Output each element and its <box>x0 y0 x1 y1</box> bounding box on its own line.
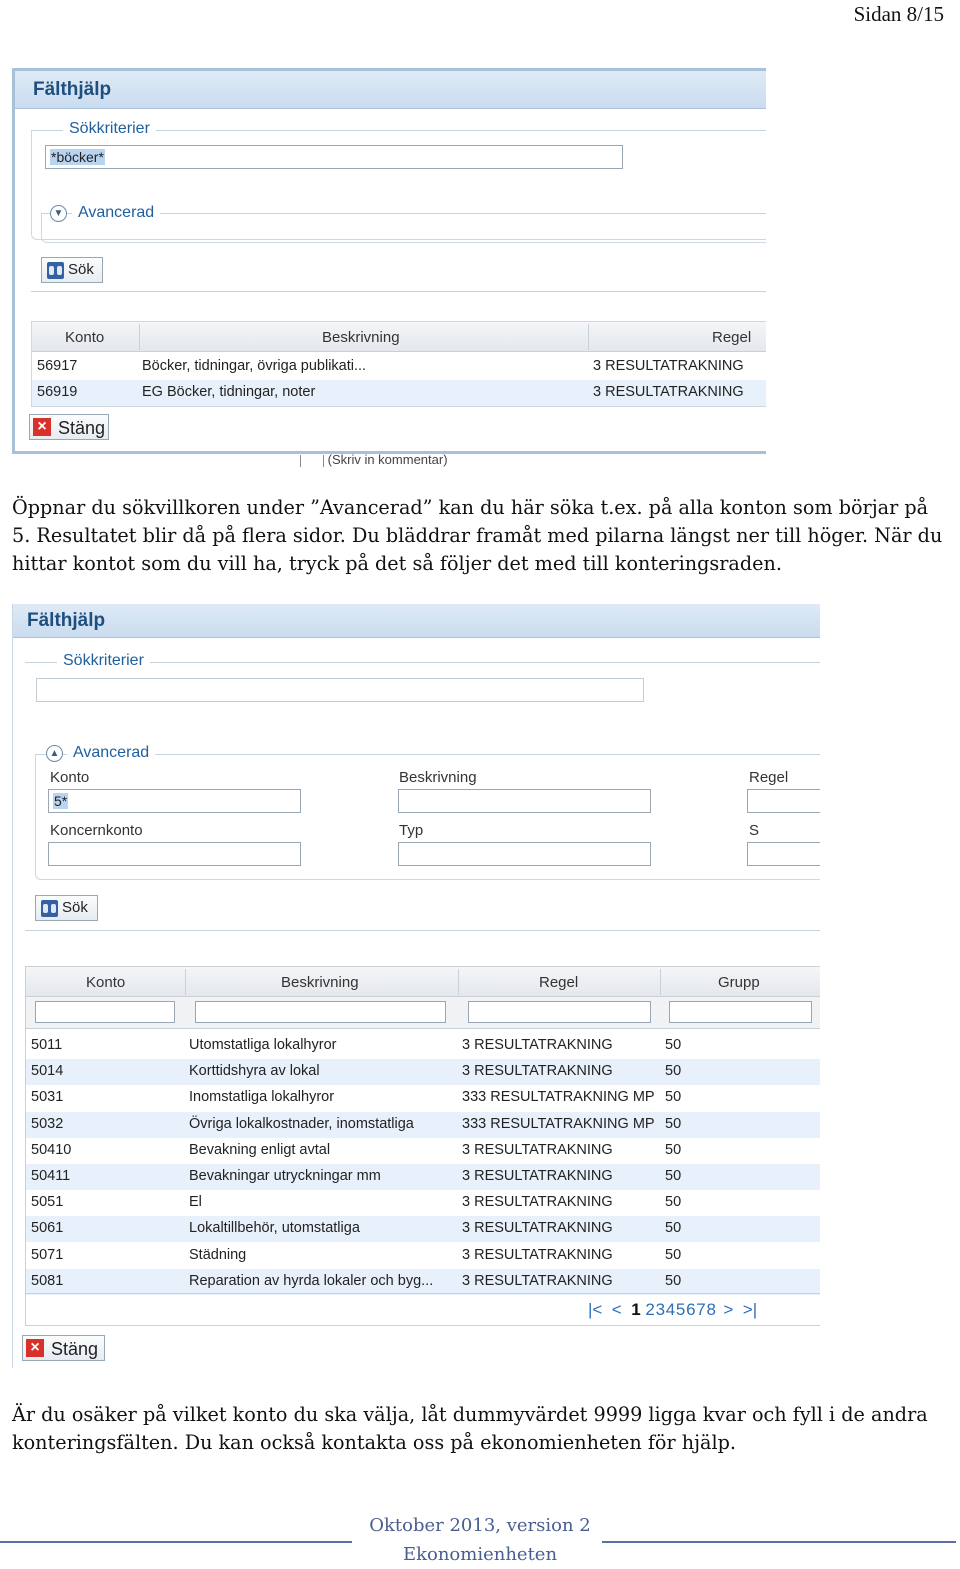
advanced-toggle[interactable]: Avancerad <box>67 744 155 762</box>
prev-page-button[interactable]: < <box>611 1300 622 1319</box>
binoculars-icon <box>47 262 64 279</box>
cell-beskrivning: Korttidshyra av lokal <box>189 1063 320 1080</box>
footer-rule-right <box>602 1541 956 1543</box>
cell-regel: 3 RESULTATRAKNING <box>462 1037 613 1053</box>
cell-konto: 5081 <box>31 1272 64 1289</box>
page-links[interactable]: 2 3 4 5 6 7 8 <box>645 1300 714 1319</box>
chevron-down-icon[interactable]: ▼ <box>50 205 67 222</box>
paragraph-help: Är du osäker på vilket konto du ska välja, låt dummyvärdet 9999 ligga kvar och fyll i de andra konteringsfälten. Du kan också kontakta oss på ekonomienheten för hjälp. <box>12 1403 928 1454</box>
cell-grupp: 50 <box>665 1168 682 1184</box>
table-header: Konto Beskrivning Regel <box>32 322 766 352</box>
results-table <box>25 966 820 1326</box>
cell-konto: 5031 <box>31 1089 64 1106</box>
typ-input[interactable] <box>398 842 651 866</box>
dialog-titlebar <box>13 604 820 638</box>
cell-grupp: 50 <box>665 1246 682 1263</box>
typ-label: Typ <box>399 822 424 839</box>
cell-beskrivning: Bevakning enligt avtal <box>189 1141 331 1158</box>
last-page-button[interactable]: >| <box>742 1300 758 1319</box>
konto-label: Konto <box>50 769 90 786</box>
cell-konto: 5061 <box>31 1220 64 1237</box>
koncernkonto-input[interactable] <box>48 842 301 866</box>
table-row[interactable] <box>26 1033 820 1059</box>
cell-grupp: 50 <box>665 1220 682 1237</box>
table-row[interactable]: 56919 EG Böcker, tidningar, noter 3 RESULTATRAKNING <box>32 380 766 406</box>
table-row[interactable] <box>26 1138 820 1164</box>
cell-konto: 5071 <box>31 1246 64 1263</box>
footer-version: Oktober 2013, version 2 <box>369 1515 591 1536</box>
pager <box>588 1300 757 1320</box>
table-header: Konto Beskrivning Regel Grupp <box>26 967 820 997</box>
table-row[interactable] <box>26 1269 820 1295</box>
cell-grupp: 50 <box>665 1115 682 1132</box>
field-help-dialog-2 <box>12 604 820 1368</box>
cell-konto: 5014 <box>31 1063 64 1080</box>
s-label: S <box>749 822 760 839</box>
table-row[interactable] <box>26 1059 820 1085</box>
chevron-up-icon[interactable]: ▲ <box>46 745 63 762</box>
cell-konto: 50411 <box>31 1168 71 1184</box>
search-criteria-legend: Sökkriterier <box>63 120 156 138</box>
filter-beskrivning-input[interactable] <box>195 1001 446 1023</box>
search-button[interactable]: Sök <box>35 895 98 921</box>
cell-beskrivning: Reparation av hyrda lokaler och byg... <box>189 1272 434 1289</box>
regel-input[interactable] <box>747 789 820 813</box>
filter-regel-input[interactable] <box>468 1001 651 1023</box>
konto-input[interactable]: 5* <box>48 789 301 813</box>
cell-regel: 3 RESULTATRAKNING <box>462 1272 613 1289</box>
table-row[interactable]: 56917 Böcker, tidningar, övriga publikati... 3 RESULTATRAKNING <box>37 358 744 374</box>
paragraph-advanced-search: Öppnar du sökvillkoren under ”Avancerad” kan du här söka t.ex. på alla konton som börjar på 5. Resultatet blir då på flera sidor. Du bläddrar framåt med pilarna längst ner till höger. När du hittar kontot som du vill ha, tryck på det så följer det med till konteringsraden. <box>12 496 943 575</box>
close-icon: × <box>26 1339 44 1357</box>
cell-regel: 3 RESULTATRAKNING <box>462 1220 613 1237</box>
s-input[interactable] <box>747 842 820 866</box>
cell-grupp: 50 <box>665 1063 682 1080</box>
cell-beskrivning: Bevakningar utryckningar mm <box>189 1168 381 1184</box>
field-help-dialog-1 <box>12 68 766 454</box>
cell-regel: 3 RESULTATRAKNING <box>462 1063 613 1080</box>
close-button[interactable]: × Stäng <box>22 1335 105 1361</box>
cell-grupp: 50 <box>665 1037 682 1053</box>
cell-beskrivning: Lokaltillbehör, utomstatliga <box>189 1220 360 1237</box>
advanced-toggle[interactable]: Avancerad <box>72 204 160 222</box>
table-row[interactable] <box>26 1216 820 1242</box>
cell-grupp: 50 <box>665 1272 682 1289</box>
cell-grupp: 50 <box>665 1194 682 1211</box>
koncernkonto-label: Koncernkonto <box>50 822 143 839</box>
table-row[interactable] <box>26 1190 820 1216</box>
background-comment-field: (Skriv in kommentar) <box>300 452 448 467</box>
cell-regel: 333 RESULTATRAKNING MP <box>462 1089 655 1106</box>
close-icon: × <box>33 418 51 436</box>
cell-regel: 3 RESULTATRAKNING <box>462 1246 613 1263</box>
cell-regel: 333 RESULTATRAKNING MP <box>462 1115 655 1132</box>
cell-grupp: 50 <box>665 1089 682 1106</box>
binoculars-icon <box>41 900 58 917</box>
cell-grupp: 50 <box>665 1141 682 1158</box>
cell-regel: 3 RESULTATRAKNING <box>462 1141 613 1158</box>
cell-konto: 5011 <box>31 1037 63 1053</box>
search-input[interactable] <box>36 678 644 702</box>
footer-rule-left <box>0 1541 352 1543</box>
cell-beskrivning: Utomstatliga lokalhyror <box>189 1037 337 1053</box>
first-page-button[interactable]: |< <box>588 1300 603 1319</box>
cell-beskrivning: Städning <box>189 1246 247 1263</box>
cell-beskrivning: El <box>189 1194 202 1211</box>
table-row[interactable] <box>26 1085 820 1111</box>
cell-konto: 50410 <box>31 1141 72 1158</box>
dialog-title: Fälthjälp <box>33 79 112 100</box>
dialog-title: Fälthjälp <box>27 610 106 631</box>
search-button[interactable]: Sök <box>41 257 103 283</box>
filter-grupp-input[interactable] <box>669 1001 812 1023</box>
cell-beskrivning: Inomstatliga lokalhyror <box>189 1089 335 1106</box>
filter-konto-input[interactable] <box>35 1001 175 1023</box>
next-page-button[interactable]: > <box>723 1300 734 1319</box>
dialog-titlebar <box>15 71 766 109</box>
table-row[interactable] <box>26 1112 820 1138</box>
search-criteria-legend: Sökkriterier <box>57 652 150 670</box>
regel-label: Regel <box>749 769 789 786</box>
table-row[interactable] <box>26 1164 820 1190</box>
cell-konto: 5051 <box>31 1194 64 1211</box>
results-table <box>31 321 766 407</box>
cell-regel: 3 RESULTATRAKNING <box>462 1168 613 1184</box>
table-row[interactable] <box>26 1243 820 1269</box>
beskrivning-label: Beskrivning <box>399 769 477 786</box>
page-number: Sidan 8/15 <box>853 2 944 26</box>
footer-department: Ekonomienheten <box>402 1544 558 1565</box>
current-page: 1 <box>631 1300 641 1319</box>
search-input[interactable]: *böcker* <box>45 145 623 169</box>
filter-row <box>26 997 820 1029</box>
cell-regel: 3 RESULTATRAKNING <box>462 1194 613 1211</box>
beskrivning-input[interactable] <box>398 789 651 813</box>
cell-beskrivning: Övriga lokalkostnader, inomstatliga <box>189 1115 414 1132</box>
cell-konto: 5032 <box>31 1115 64 1132</box>
close-button[interactable]: × Stäng <box>29 414 109 440</box>
